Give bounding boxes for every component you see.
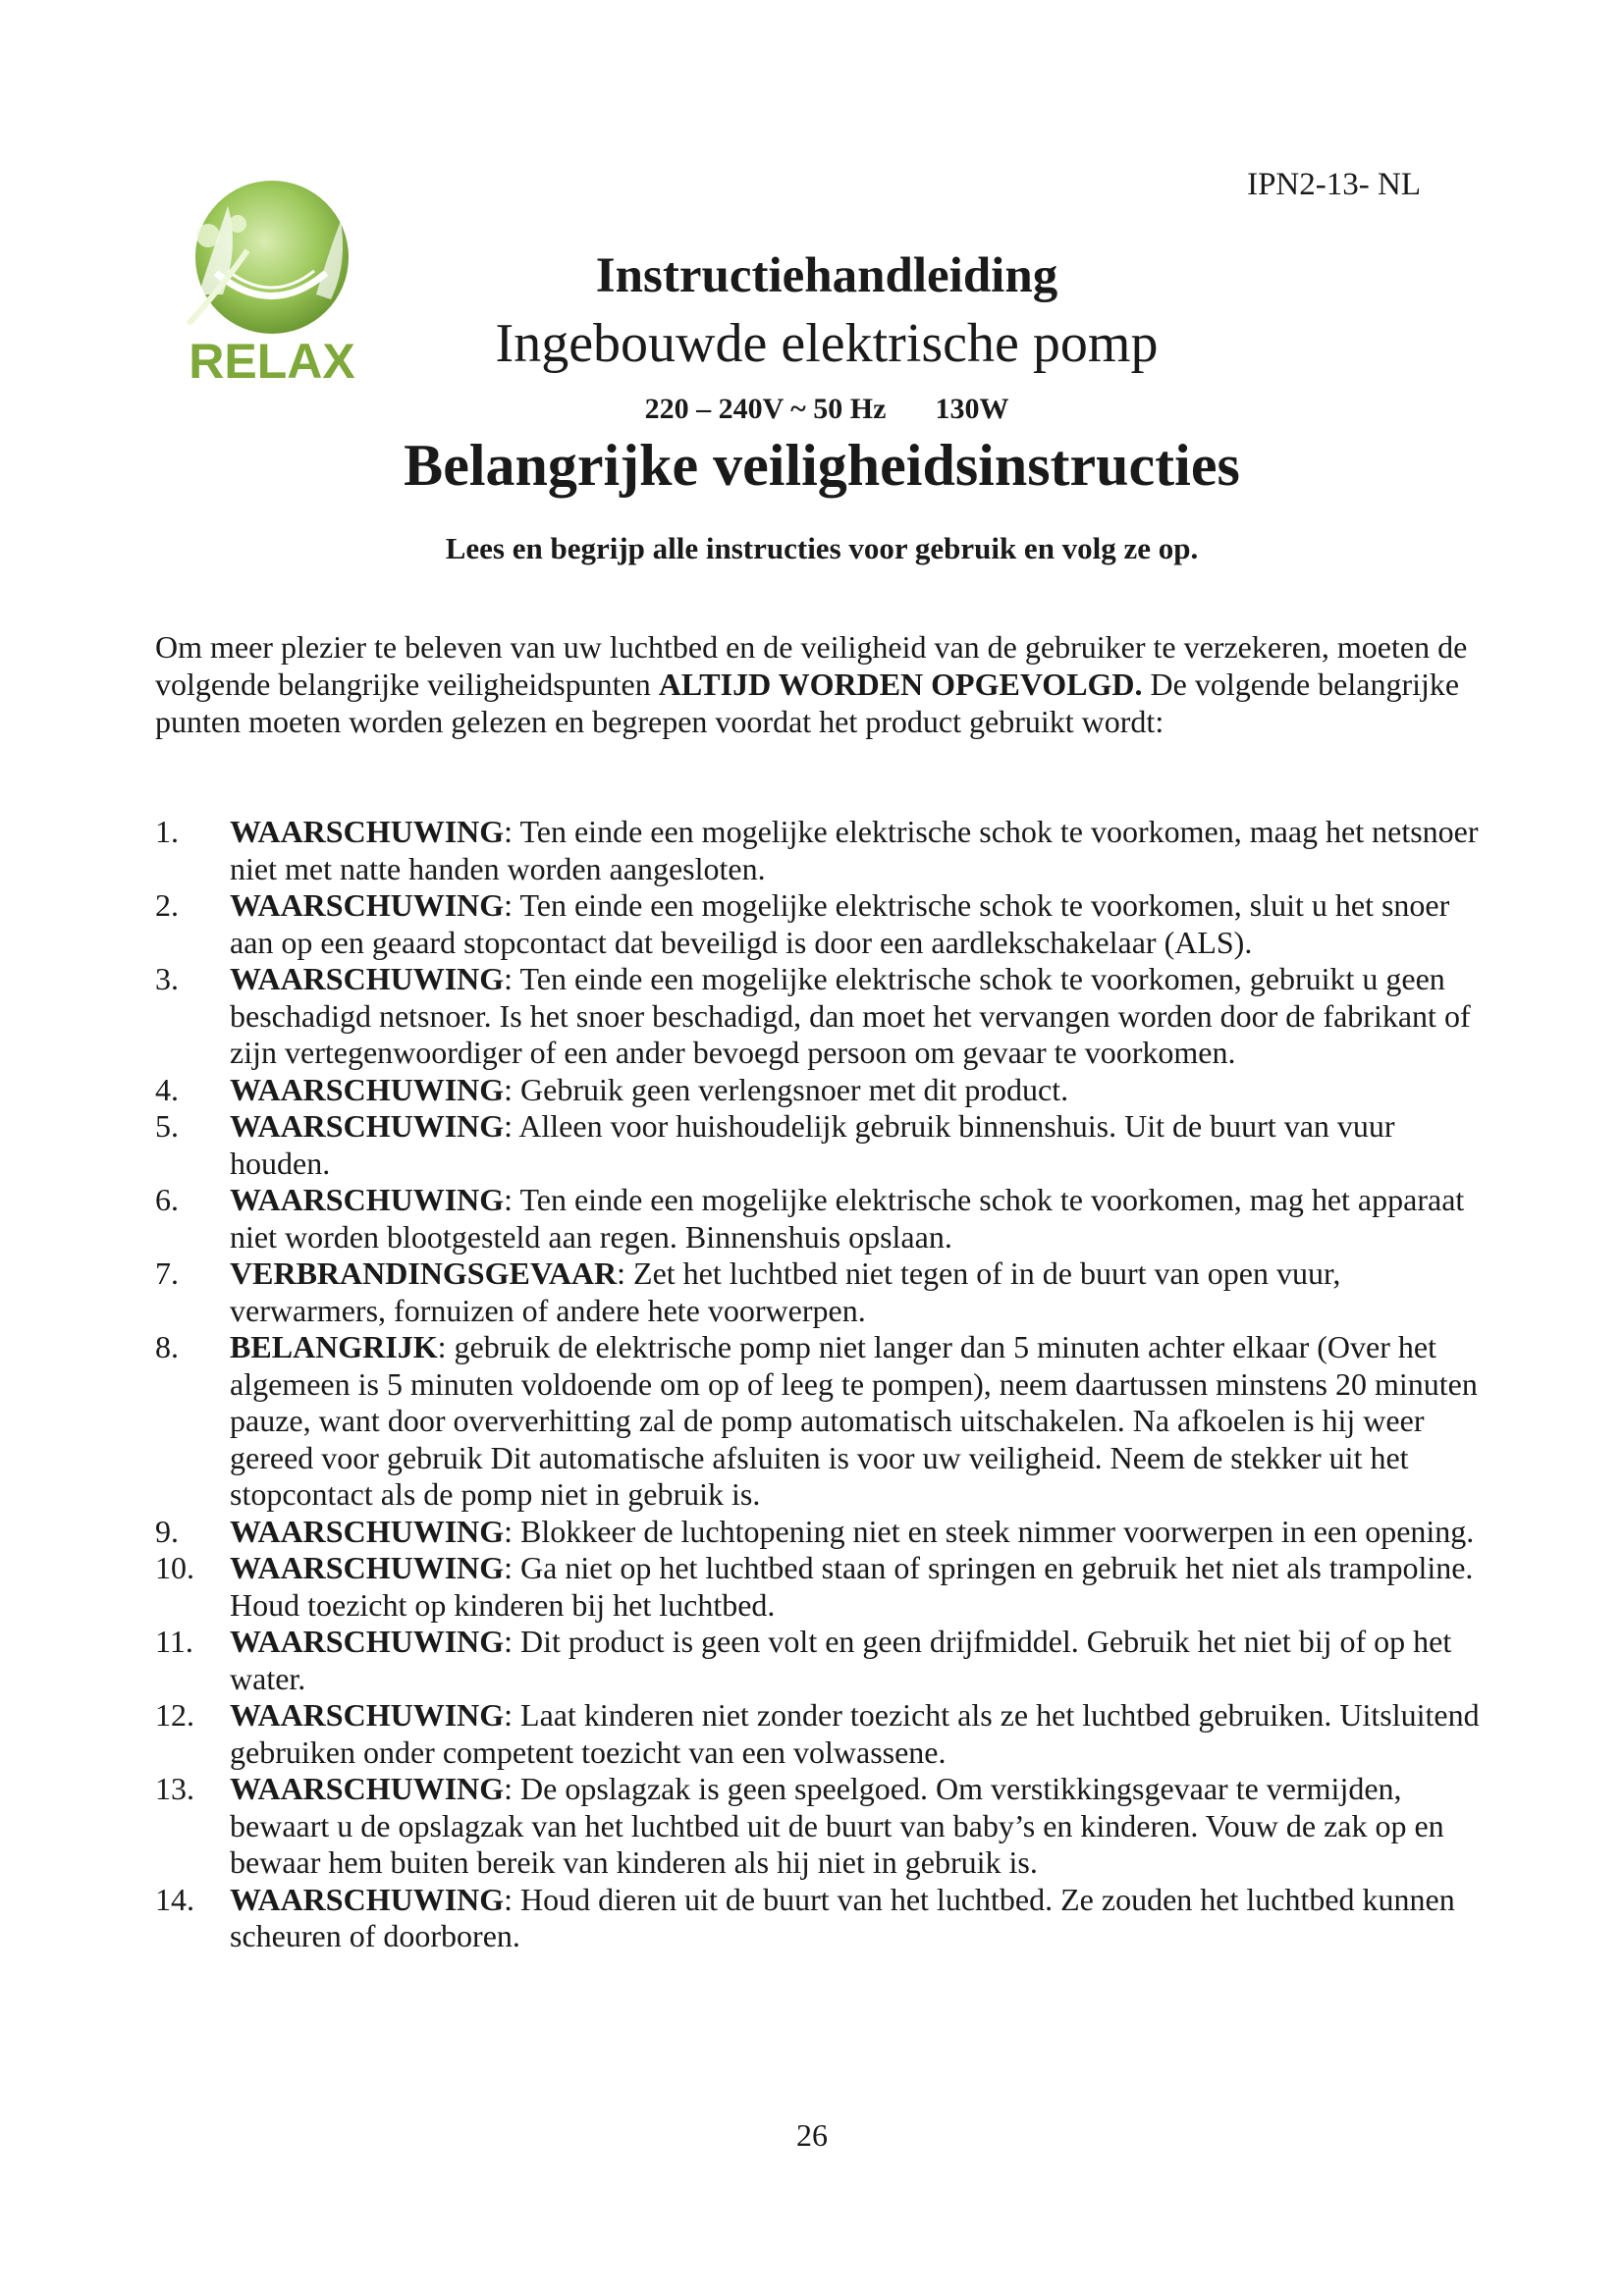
- item-number: 2.: [155, 887, 179, 923]
- intro-bold: ALTIJD WORDEN OPGEVOLGD.: [658, 667, 1143, 702]
- item-text: : Ga niet op het luchtbed staan of springen en gebruik het niet als trampoline. Houd toezicht op kinderen bij het luchtbed.: [230, 1550, 1474, 1623]
- list-item: [155, 1624, 1500, 1697]
- item-number: 13.: [155, 1771, 194, 1806]
- item-text: : Alleen voor huishoudelijk gebruik binnenshuis. Uit de buurt van vuur houden.: [230, 1108, 1395, 1181]
- intro-text-2: De volgende belangrijke punten moeten worden gelezen en begrepen voordat het product gebruikt wordt:: [155, 667, 1460, 739]
- item-number: 14.: [155, 1881, 194, 1917]
- item-label: WAARSCHUWING: [230, 1697, 505, 1733]
- list-item: [155, 1514, 1500, 1551]
- item-number: 3.: [155, 961, 179, 996]
- item-text: : Zet het luchtbed niet tegen of in de buurt van open vuur, verwarmers, fornuizen of andere hete voorwerpen.: [230, 1255, 1341, 1328]
- item-number: 4.: [155, 1071, 179, 1107]
- list-item: [155, 1882, 1500, 1955]
- item-text: : Ten einde een mogelijke elektrische schok te voorkomen, gebruikt u geen beschadigd netsnoer. Is het snoer beschadigd, dan moet het vervangen worden door de fabrikant of zijn vertegenwoordiger of een ander bevoegd persoon om gevaar te voorkomen.: [230, 961, 1471, 1070]
- item-number: 10.: [155, 1550, 194, 1585]
- item-label: WAARSCHUWING: [230, 961, 505, 996]
- item-text: : Dit product is geen volt en geen drijfmiddel. Gebruik het niet bij of op het water.: [230, 1624, 1452, 1696]
- safety-subheading: Lees en begrijp alle instructies voor gebruik en volg ze op.: [445, 531, 1199, 565]
- item-text: : Houd dieren uit de buurt van het luchtbed. Ze zouden het luchtbed kunnen scheuren of doorboren.: [230, 1881, 1455, 1953]
- list-item: [155, 1697, 1500, 1771]
- item-number: 11.: [155, 1624, 193, 1659]
- item-label: WAARSCHUWING: [230, 1550, 505, 1585]
- item-label: WAARSCHUWING: [230, 1108, 505, 1144]
- item-number: 6.: [155, 1182, 179, 1217]
- product-title: Ingebouwde elektrische pomp: [495, 313, 1159, 374]
- document-code: IPN2-13- NL: [1247, 167, 1421, 202]
- item-label: WAARSCHUWING: [230, 1624, 505, 1659]
- spec-line: [0, 393, 1624, 426]
- item-number: 1.: [155, 814, 179, 849]
- manual-title: Instructiehandleiding: [595, 248, 1058, 303]
- safety-heading: Belangrijke veiligheidsinstructies: [404, 433, 1240, 498]
- intro-paragraph: [155, 628, 1490, 740]
- item-label: WAARSCHUWING: [230, 1513, 505, 1549]
- item-number: 5.: [155, 1108, 179, 1144]
- item-text: : Blokkeer de luchtopening niet en steek nimmer voorwerpen in een opening.: [504, 1513, 1475, 1549]
- item-text: : gebruik de elektrische pomp niet langer dan 5 minuten achter elkaar (Over het algemeen is 5 minuten voldoende om op of leeg te pompen), neem daartussen minstens 20 minuten pauze, want door oververhitting zal de pomp automatisch uitschakelen. Na afkoelen is hij weer gereed voor gebruik Dit automatische afsluiten is voor uw veiligheid. Neem de stekker uit het stopcontact als de pomp niet in gebruik is.: [230, 1329, 1478, 1512]
- item-number: 8.: [155, 1329, 179, 1364]
- list-item: [155, 887, 1500, 961]
- item-label: BELANGRIJK: [230, 1329, 438, 1364]
- list-item: [155, 1072, 1500, 1109]
- item-text: : Ten einde een mogelijke elektrische schok te voorkomen, sluit u het snoer aan op een geaard stopcontact dat beveiligd is door een aardlekschakelaar (ALS).: [230, 887, 1450, 960]
- list-item: [155, 1255, 1500, 1329]
- item-label: WAARSCHUWING: [230, 1771, 505, 1806]
- item-text: : De opslagzak is geen speelgoed. Om verstikkingsgevaar te vermijden, bewaart u de opslagzak van het luchtbed uit de buurt van baby’s en kinderen. Vouw de zak op en bewaar hem buiten bereik van kinderen als hij niet in gebruik is.: [230, 1771, 1444, 1880]
- item-text: : Gebruik geen verlengsnoer met dit product.: [504, 1071, 1069, 1107]
- logo-text: RELAX: [189, 334, 355, 388]
- item-text: : Ten einde een mogelijke elektrische schok te voorkomen, mag het apparaat niet worden blootgesteld aan regen. Binnenshuis opslaan.: [230, 1182, 1465, 1255]
- intro-text-1: Om meer plezier te beleven van uw luchtbed en de veiligheid van de gebruiker te verzekeren, moeten de volgende belangrijke veiligheidspunten: [155, 629, 1468, 702]
- item-label: WAARSCHUWING: [230, 1071, 505, 1107]
- list-item: [155, 1182, 1500, 1255]
- page-number: 26: [796, 2117, 828, 2153]
- spec-power: 130W: [935, 393, 1009, 425]
- item-number: 12.: [155, 1697, 194, 1733]
- item-label: VERBRANDINGSGEVAAR: [230, 1255, 618, 1291]
- item-number: 7.: [155, 1255, 179, 1291]
- list-item: [155, 961, 1500, 1072]
- list-item: [155, 1108, 1500, 1182]
- list-item: [155, 814, 1500, 887]
- item-number: 9.: [155, 1513, 179, 1549]
- list-item: [155, 1771, 1500, 1882]
- item-text: : Ten einde een mogelijke elektrische schok te voorkomen, maag het netsnoer niet met natte handen worden aangesloten.: [230, 814, 1479, 886]
- item-label: WAARSCHUWING: [230, 1881, 505, 1917]
- item-label: WAARSCHUWING: [230, 887, 505, 923]
- safety-list: [155, 814, 1500, 1955]
- list-item: [155, 1329, 1500, 1514]
- item-label: WAARSCHUWING: [230, 814, 505, 849]
- spec-voltage: 220 – 240V ~ 50 Hz: [644, 393, 887, 425]
- item-label: WAARSCHUWING: [230, 1182, 505, 1217]
- list-item: [155, 1550, 1500, 1624]
- item-text: : Laat kinderen niet zonder toezicht als ze het luchtbed gebruiken. Uitsluitend gebruiken onder competent toezicht van een volwassene.: [230, 1697, 1480, 1770]
